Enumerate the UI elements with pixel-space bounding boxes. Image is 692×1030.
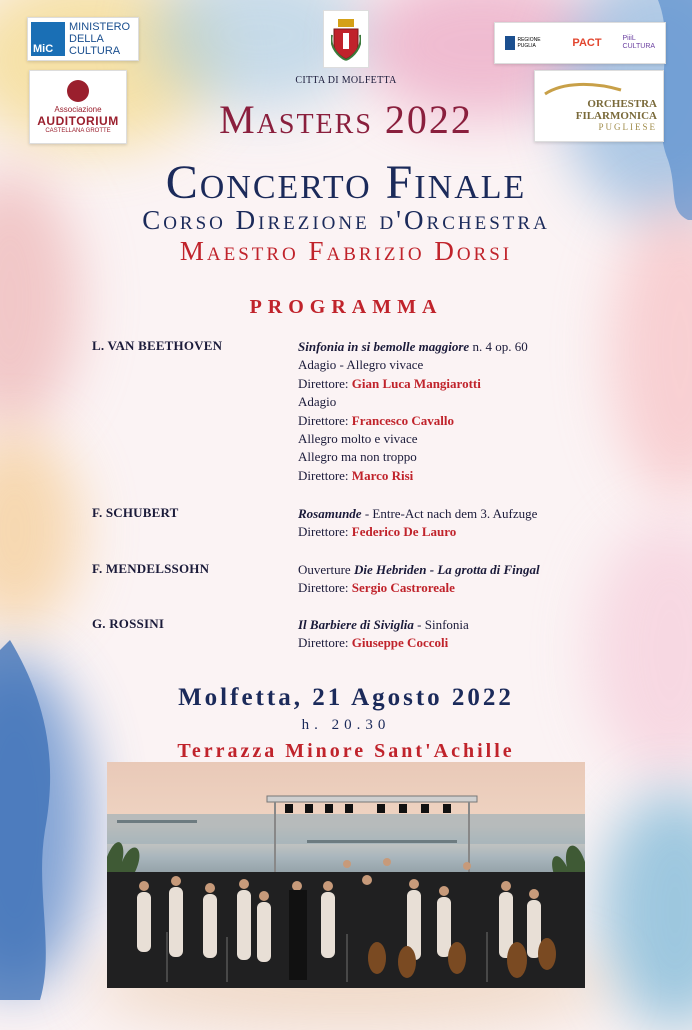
orchestra-photo (107, 762, 585, 988)
corso-subtitle: Corso Direzione d'Orchestra (142, 205, 550, 235)
regione-puglia-icon (505, 36, 515, 50)
programma-heading: PROGRAMMA (249, 296, 443, 318)
event-venue: Terrazza Minore Sant'Achille (177, 740, 515, 762)
masters-title: Masters 2022 (219, 97, 473, 142)
orchestra-filarmonica-logo: ORCHESTRA FILARMONICA PUGLIESE (534, 70, 664, 142)
ministero-cultura-logo: MiC MINISTERO DELLA CULTURA (27, 17, 139, 61)
city-name: CITTA DI MOLFETTA (295, 75, 397, 86)
auditorium-logo: Associazione AUDITORIUM CASTELLANA GROTTE (29, 70, 127, 144)
orchestra-swoosh-icon (543, 80, 623, 98)
pact-logo: PACT (572, 37, 602, 49)
partners-logo-strip: REGIONE PUGLIA PACT PiiiL CULTURA (494, 22, 666, 64)
mic-emblem-icon: MiC (31, 22, 65, 56)
event-date: Molfetta, 21 Agosto 2022 (178, 684, 514, 711)
piiil-logo: PiiiL CULTURA (622, 35, 656, 50)
event-time: h. 20.30 (301, 717, 391, 733)
maestro-subtitle: Maestro Fabrizio Dorsi (179, 236, 513, 266)
molfetta-crest-icon (323, 10, 369, 68)
concerto-title: Concerto Finale (165, 156, 527, 209)
